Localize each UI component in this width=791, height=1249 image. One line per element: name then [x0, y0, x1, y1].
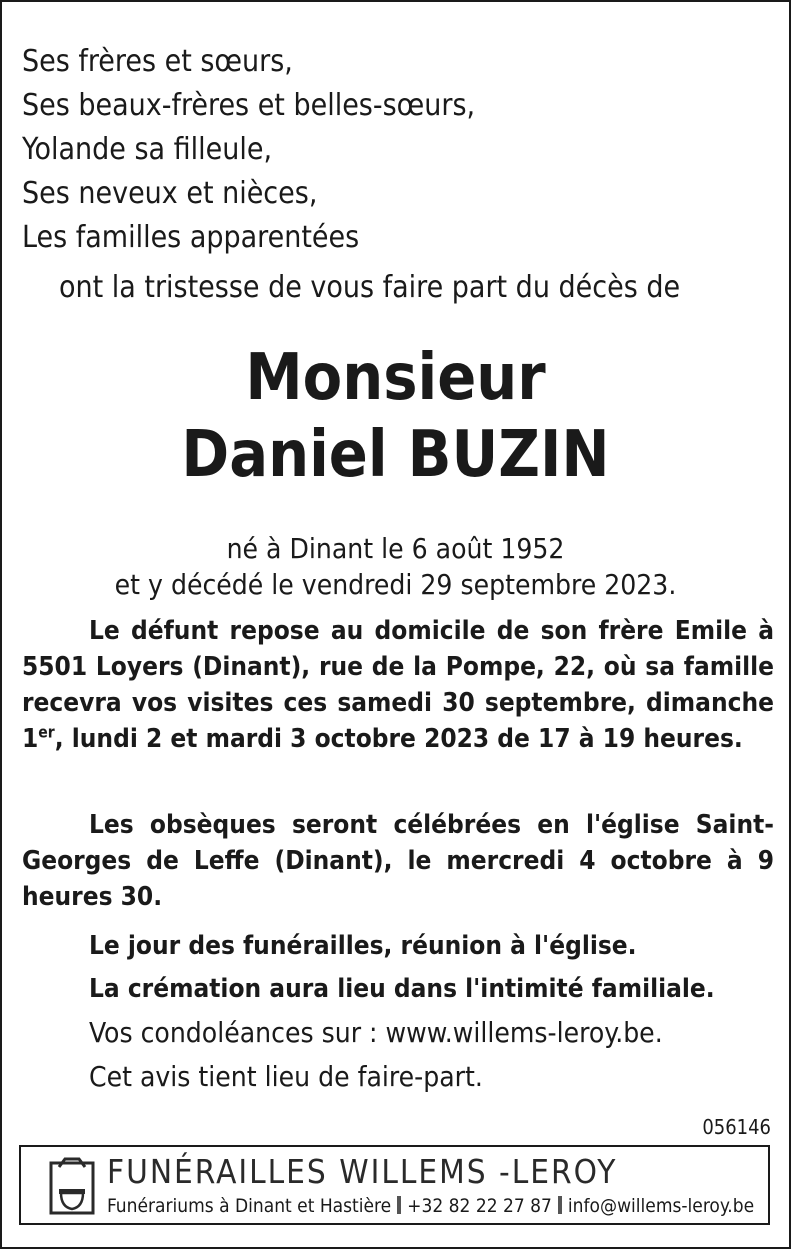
notice-line: Cet avis tient lieu de faire-part.	[89, 1060, 483, 1093]
deceased-title: Monsieur	[245, 341, 546, 415]
cremation-line: La crémation aura lieu dans l'intimité familiale.	[89, 974, 715, 1004]
family-list	[22, 40, 475, 260]
separator	[397, 1196, 401, 1214]
separator	[558, 1196, 562, 1214]
announcement-intro: ont la tristesse de vous faire part du décès de	[59, 270, 681, 305]
reference-number: 056146	[702, 1115, 771, 1139]
birth-line: né à Dinant le 6 août 1952	[226, 532, 565, 565]
family-line: Ses frères et sœurs,	[22, 44, 293, 79]
funeral-paragraph	[22, 807, 774, 915]
funeral-home-email[interactable]: info@willems-leroy.be	[567, 1195, 755, 1217]
urn-icon	[43, 1155, 101, 1217]
funeral-home-contact	[107, 1193, 754, 1219]
visits-paragraph	[22, 613, 774, 757]
condolences-line: Vos condoléances sur : www.willems-leroy.be.	[89, 1016, 663, 1049]
visits-text-part2: , lundi 2 et mardi 3 octobre 2023 de 17 à 19 heures.	[54, 724, 743, 754]
funeral-home-locations: Funérariums à Dinant et Hastière	[107, 1195, 392, 1217]
visits-text-part1: Le défunt repose au domicile de son frère Emile à 5501 Loyers (Dinant), rue de la Pompe, 22, où sa famille recevra vos visites ces samedi 30 septembre, dimanche 1	[22, 616, 774, 754]
gathering-line: Le jour des funérailles, réunion à l'église.	[89, 931, 637, 961]
funeral-home-phone: +32 82 22 27 87	[407, 1195, 552, 1217]
family-line: Yolande sa filleule,	[22, 132, 273, 167]
funeral-home-name: FUNÉRAILLES WILLEMS -LEROY	[107, 1152, 618, 1191]
family-line: Les familles apparentées	[22, 220, 360, 255]
deceased-name: Daniel BUZIN	[181, 418, 610, 492]
family-line: Ses neveux et nièces,	[22, 176, 318, 211]
funeral-home-banner	[19, 1145, 770, 1225]
visits-superscript: er	[38, 723, 55, 742]
family-line: Ses beaux-frères et belles-sœurs,	[22, 88, 476, 123]
funeral-text: Les obsèques seront célébrées en l'église Saint-Georges de Leffe (Dinant), le mercredi 4 octobre à 9 heures 30.	[22, 810, 774, 912]
death-line: et y décédé le vendredi 29 septembre 2023.	[114, 568, 677, 601]
